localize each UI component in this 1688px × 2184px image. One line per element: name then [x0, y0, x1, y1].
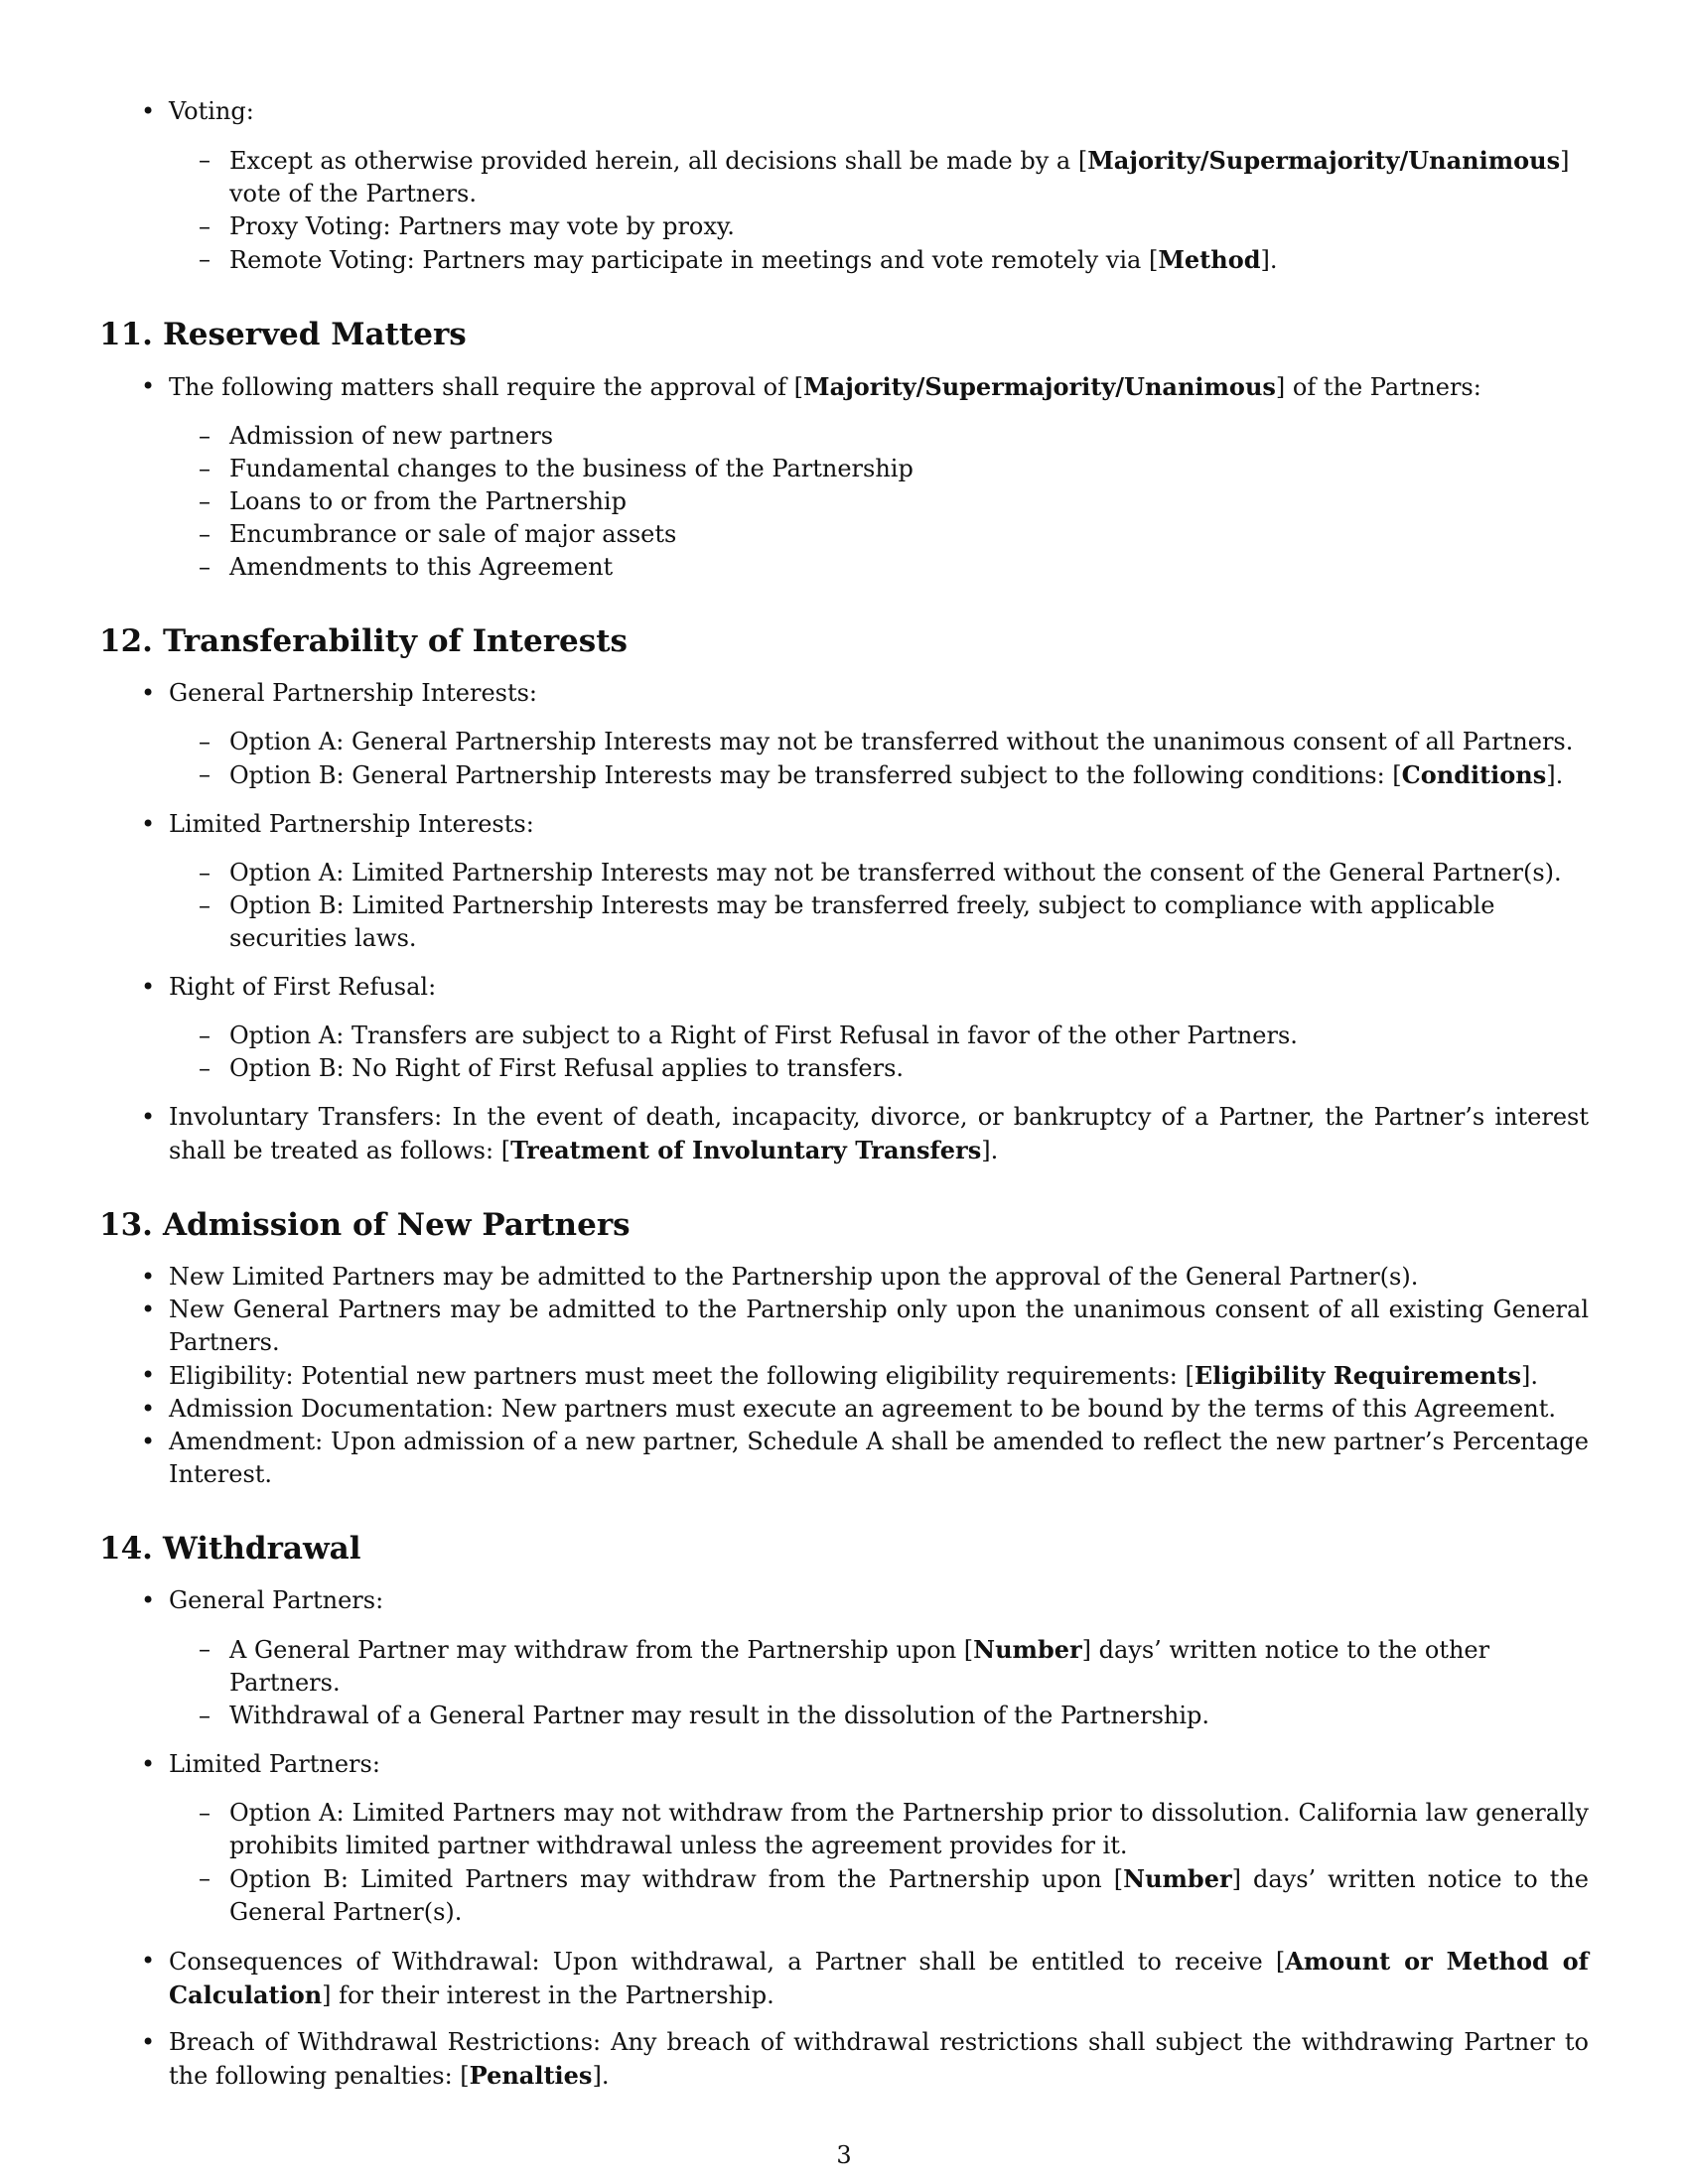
list-item: • Eligibility: Potential new partners must meet the following eligibility requirements: [Eligibility Requirements].: [99, 1359, 1589, 1393]
document-body: [99, 95, 1589, 2093]
list-item: – A General Partner may withdraw from the Partnership upon [Number] days’ written notice to the other Partners.: [169, 1633, 1589, 1700]
section-11-list: [99, 370, 1589, 584]
list-item: • Admission Documentation: New partners must execute an agreement to be bound by the terms of this Agreement.: [99, 1393, 1589, 1426]
placeholder-vote-type: Majority/Supermajority/Unanimous: [1087, 146, 1561, 175]
page-number: 3: [836, 2141, 852, 2169]
section-11-heading: 11. Reserved Matters: [99, 317, 467, 352]
voting-list: [99, 95, 1589, 277]
section-12-heading: 12. Transferability of Interests: [99, 623, 628, 659]
voting-majority-item: – Except as otherwise provided herein, all decisions shall be made by a [Majority/Supermajority/Unanimous] vote of the Partners.: [169, 144, 1589, 210]
list-item: – Amendments to this Agreement: [169, 551, 1589, 584]
general-interests-sublist: [169, 726, 1589, 792]
general-partners-sublist: [169, 1633, 1589, 1732]
placeholder-eligibility: Eligibility Requirements: [1194, 1361, 1522, 1390]
list-item: – Loans to or from the Partnership: [169, 485, 1589, 518]
voting-item: [99, 95, 1589, 277]
list-item: – Option B: No Right of First Refusal applies to transfers.: [169, 1052, 1589, 1085]
voting-label: Voting:: [169, 97, 254, 125]
list-item: • New Limited Partners may be admitted to the Partnership upon the approval of the General Partner(s).: [99, 1261, 1589, 1294]
placeholder-penalties: Penalties: [469, 2061, 593, 2090]
list-item: – Option A: Limited Partners may not withdraw from the Partnership prior to dissolution. California law generally prohibits limited partner withdrawal unless the agreement provides for it.: [169, 1797, 1589, 1862]
section-14-list: [99, 1584, 1589, 2093]
reserved-matters-sublist: [169, 420, 1589, 584]
limited-partners-item: • Limited Partners: – Option A: Limited Partners may not withdraw from the Partnership prior to dissolution. California law generally prohibits limited partner withdrawal unless the agreement provides for it. – Option B: Limited Partners may withdraw from the Partnership upon [Number] days’ written notice to the General Partner(s).: [99, 1748, 1589, 1929]
breach-item: • Breach of Withdrawal Restrictions: Any breach of withdrawal restrictions shall subject the withdrawing Partner to the following penalties: [Penalties].: [99, 2026, 1589, 2093]
list-item: – Option B: Limited Partnership Interests may be transferred freely, subject to compliance with applicable securities laws.: [169, 889, 1589, 955]
placeholder-involuntary-treatment: Treatment of Involuntary Transfers: [510, 1136, 982, 1164]
list-item: – Fundamental changes to the business of the Partnership: [169, 453, 1589, 485]
list-item: – Admission of new partners: [169, 420, 1589, 453]
reserved-matters-intro: • The following matters shall require the approval of [Majority/Supermajority/Unanimous] of the Partners: – Admission of new partners – Fundamental changes to the business of the Partnership – Loans to or from the Partnership – Encumbrance or sale of major assets – Amendments to this Agreement: [99, 370, 1589, 584]
list-item: – Option A: General Partnership Interests may not be transferred without the unanimous consent of all Partners.: [169, 726, 1589, 758]
list-item: – Encumbrance or sale of major assets: [169, 518, 1589, 551]
list-item: – Option A: Limited Partnership Interests may not be transferred without the consent of the General Partner(s).: [169, 857, 1589, 889]
placeholder-approval-type: Majority/Supermajority/Unanimous: [803, 372, 1276, 401]
placeholder-method: Method: [1158, 245, 1261, 274]
section-13-list: [99, 1261, 1589, 1491]
limited-partners-sublist: [169, 1797, 1589, 1929]
list-item: – Withdrawal of a General Partner may result in the dissolution of the Partnership.: [169, 1700, 1589, 1732]
placeholder-conditions: Conditions: [1401, 760, 1547, 789]
remote-voting-item: – Remote Voting: Partners may participate in meetings and vote remotely via [Method].: [169, 243, 1589, 277]
list-item: – Option B: Limited Partners may withdraw from the Partnership upon [Number] days’ written notice to the General Partner(s).: [169, 1862, 1589, 1929]
list-item: – Option B: General Partnership Interests may be transferred subject to the following conditions: [Conditions].: [169, 758, 1589, 792]
general-partners-item: • General Partners: – A General Partner may withdraw from the Partnership upon [Number] days’ written notice to the other Partners. – Withdrawal of a General Partner may result in the dissolution of the Partnership.: [99, 1584, 1589, 1732]
placeholder-number: Number: [1123, 1864, 1232, 1893]
section-14-heading: 14. Withdrawal: [99, 1531, 361, 1567]
list-item: – Option A: Transfers are subject to a Right of First Refusal in favor of the other Partners.: [169, 1020, 1589, 1052]
right-of-first-refusal-item: • Right of First Refusal: – Option A: Transfers are subject to a Right of First Refusal in favor of the other Partners. – Option B: No Right of First Refusal applies to transfers.: [99, 971, 1589, 1085]
placeholder-number: Number: [973, 1635, 1082, 1664]
list-item: • New General Partners may be admitted to the Partnership only upon the unanimous consent of all existing General Partners.: [99, 1294, 1589, 1359]
general-interests-item: • General Partnership Interests: – Option A: General Partnership Interests may not be transferred without the unanimous consent of all Partners. – Option B: General Partnership Interests may be transferred subject to the following conditions: [Conditions].: [99, 677, 1589, 792]
consequences-item: • Consequences of Withdrawal: Upon withdrawal, a Partner shall be entitled to receive [Amount or Method of Calculation] for their interest in the Partnership.: [99, 1945, 1589, 2012]
proxy-voting-item: – Proxy Voting: Partners may vote by proxy.: [169, 210, 1589, 243]
involuntary-transfers-item: • Involuntary Transfers: In the event of death, incapacity, divorce, or bankruptcy of a Partner, the Partner’s interest shall be treated as follows: [Treatment of Involuntary Transfers].: [99, 1101, 1589, 1167]
limited-interests-item: • Limited Partnership Interests: – Option A: Limited Partnership Interests may not be transferred without the consent of the General Partner(s). – Option B: Limited Partnership Interests may be transferred freely, subject to compliance with applicable securities laws.: [99, 808, 1589, 955]
list-item: • Amendment: Upon admission of a new partner, Schedule A shall be amended to reflect the new partner’s Percentage Interest.: [99, 1426, 1589, 1491]
section-12-list: [99, 677, 1589, 1167]
limited-interests-sublist: [169, 857, 1589, 955]
rofr-sublist: [169, 1020, 1589, 1085]
placeholder-amount: Amount or Method of Calculation: [169, 1947, 1590, 2009]
voting-sublist: [169, 144, 1589, 277]
section-13-heading: 13. Admission of New Partners: [99, 1207, 631, 1243]
